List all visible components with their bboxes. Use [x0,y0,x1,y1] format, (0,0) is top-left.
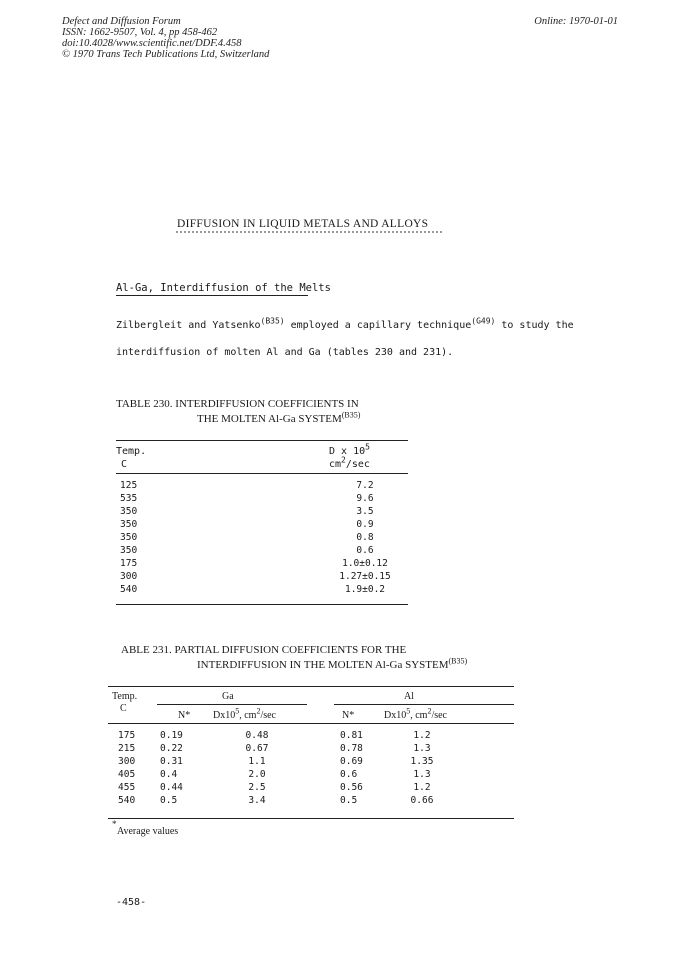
para-text-a: Zilbergleit and Yatsenko [116,320,261,331]
table231-cell-n-ga: 0.5 [160,795,178,806]
table230-units-cm: cm [329,459,342,470]
table231-footnote: Average values [117,826,179,837]
table231-top-rule [108,686,514,687]
table231-cell-d-ga: 2.0 [248,769,266,780]
table231-cell-n-al: 0.5 [340,795,358,806]
table230-cell-d: 0.6 [356,545,374,556]
table231-d-ga-sec: /sec [260,710,276,721]
table231-cell-n-al: 0.56 [340,782,363,793]
table231-cell-temp: 300 [118,756,136,767]
table231-d-ga-cm-exp: 2 [256,706,261,716]
footnote-marker: * [112,819,117,829]
table231-d-ga-cm: , cm [239,710,257,721]
table231-cell-n-al: 0.81 [340,730,363,741]
table231-caption-line-1: ABLE 231. PARTIAL DIFFUSION COEFFICIENTS FOR THE [121,644,407,656]
table230-cell-d: 1.27±0.15 [339,571,391,582]
table231-caption-line-2 [197,656,468,671]
table231-cell-temp: 175 [118,730,136,741]
table230-cell-d: 0.8 [356,532,374,543]
journal-name: Defect and Diffusion Forum [62,16,181,27]
table230-cell-temp: 350 [120,519,138,530]
table231-header-rule [108,723,514,724]
table230-header-units [329,455,370,470]
table231-cell-n-al: 0.6 [340,769,358,780]
table230-cell-temp: 535 [120,493,138,504]
paragraph-line-1 [116,316,574,331]
doi-line: doi:10.4028/www.scientific.net/DDF.4.458 [62,38,242,49]
table230-cell-d: 1.0±0.12 [342,558,388,569]
table230-cell-temp: 300 [120,571,138,582]
table231-d-al-exp: 5 [406,706,411,716]
table230-cell-temp: 540 [120,584,138,595]
table231-cell-d-ga: 0.67 [245,743,269,754]
journal-header [62,16,269,60]
table231-cell-d-ga: 0.48 [245,730,269,741]
table231-cell-temp: 540 [118,795,136,806]
table231-cell-d-al: 1.2 [413,730,431,741]
table231-cell-d-ga: 1.1 [248,756,266,767]
table230-cell-temp: 350 [120,532,138,543]
table230-caption-line-2 [197,410,361,425]
table231-cell-temp: 455 [118,782,136,793]
table230-cell-temp: 125 [120,480,138,491]
table231-cell-d-ga: 2.5 [248,782,266,793]
table230-cell-d: 0.9 [356,519,374,530]
issn-line: ISSN: 1662-9507, Vol. 4, pp 458-462 [62,27,218,38]
table230-citation: (B35) [341,410,361,420]
title-underline [176,231,442,233]
table231-header-n-ga: N* [178,710,191,721]
table231-d-ga-exp: 5 [235,706,240,716]
table230-units-sec: /sec [345,459,370,470]
table231-cell-temp: 405 [118,769,136,780]
copyright-line: © 1970 Trans Tech Publications Ltd, Switzerland [62,49,270,60]
table230-bottom-rule [116,604,408,605]
table230-caption-line-1: TABLE 230. INTERDIFFUSION COEFFICIENTS IN [116,398,359,410]
citation-b35: (B35) [260,316,285,326]
table231-al-rule [334,704,514,705]
table231-cell-d-al: 1.2 [413,782,431,793]
table231-cell-d-al: 1.3 [413,743,431,754]
table231-ga-rule [157,704,307,705]
table231-cell-d-ga: 3.4 [248,795,266,806]
table231-cell-n-ga: 0.22 [160,743,183,754]
table231-d-al-sec: /sec [431,710,447,721]
table230-top-rule [116,440,408,441]
table231-d-al-cm: , cm [410,710,428,721]
table231-header-c: C [120,703,127,714]
paragraph-line-2: interdiffusion of molten Al and Ga (tables 230 and 231). [116,347,454,358]
table230-header-rule [116,473,408,474]
table231-cell-n-ga: 0.4 [160,769,178,780]
table231-d-ga-text: Dx10 [213,710,236,721]
table230-header-d [329,442,370,457]
online-date: Online: 1970-01-01 [534,16,618,27]
table230-units-exp: 2 [341,455,346,465]
table231-d-al-cm-exp: 2 [427,706,432,716]
table231-cell-temp: 215 [118,743,136,754]
table231-cell-d-al: 1.35 [410,756,434,767]
table231-header-n-al: N* [342,710,355,721]
table231-header-temp: Temp. [112,691,138,702]
table231-caption-text: INTERDIFFUSION IN THE MOLTEN Al-Ga SYSTEM [197,659,449,671]
table231-bottom-rule [108,818,514,819]
para-text-b: employed a capillary technique [290,320,472,331]
table230-cell-d: 1.9±0.2 [344,584,386,595]
table231-cell-d-al: 0.66 [410,795,434,806]
table230-header-c: C [121,459,128,470]
section-underline [116,295,308,296]
table231-citation: (B35) [448,656,468,666]
table230-cell-temp: 350 [120,506,138,517]
table231-d-al-text: Dx10 [384,710,407,721]
table230-cell-temp: 350 [120,545,138,556]
page-title: DIFFUSION IN LIQUID METALS AND ALLOYS [177,218,429,230]
table230-header-temp: Temp. [116,446,147,457]
page-number: -458- [116,897,147,908]
table231-cell-n-al: 0.78 [340,743,363,754]
para-text-c: to study the [501,320,574,331]
table230-cell-d: 7.2 [356,480,374,491]
table230-cell-d: 3.5 [356,506,374,517]
table231-cell-n-al: 0.69 [340,756,363,767]
table231-header-ga: Ga [222,691,234,702]
table231-header-al: Al [404,691,414,702]
table231-cell-n-ga: 0.19 [160,730,183,741]
section-heading: Al-Ga, Interdiffusion of the Melts [116,282,331,294]
table230-header-d-text: D x 10 [329,446,366,457]
table231-cell-n-ga: 0.44 [160,782,183,793]
citation-g49: (G49) [471,316,496,326]
table230-cell-d: 9.6 [356,493,374,504]
table231-cell-d-al: 1.3 [413,769,431,780]
table230-cell-temp: 175 [120,558,138,569]
table231-cell-n-ga: 0.31 [160,756,183,767]
table231-header-d-al [384,706,447,721]
table230-header-d-exp: 5 [365,442,370,452]
table231-header-d-ga [213,706,276,721]
table230-caption-text: THE MOLTEN Al-Ga SYSTEM [197,413,342,425]
